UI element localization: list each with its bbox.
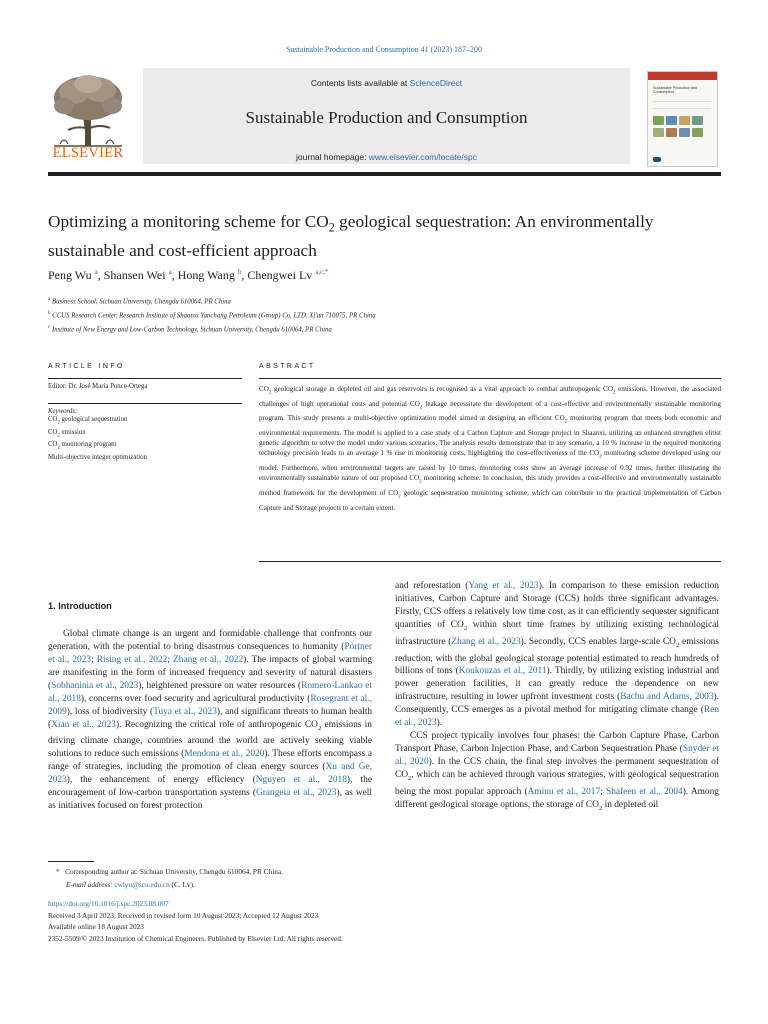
body-paragraph: CCS project typically involves four phases: the Carbon Capture Phase, Carbon Transport Phase, Carbon Injection Phase, and Carbon Sequestration Phase (Snyder et al., 2020). In the CCS chain, the final step involves the permanent sequestration of $CO_2$, which can be achieved through various strategies, with geological sequestration being the most popular approach (Aminu et al., 2017; Shafeen et al., 2004). Among different geological storage options, the storage of $CO_2$ in depleted oil	[395, 731, 719, 812]
cover-photo	[653, 116, 664, 125]
citation-link[interactable]: Koukouzas et al., 2011	[458, 666, 547, 677]
journal-banner	[143, 68, 630, 164]
author-affiliation-mark[interactable]: b	[237, 268, 242, 276]
keyword-item: $CO_2$ monitoring program	[48, 441, 117, 451]
copyright-line: 2352-5509/© 2023 Institution of Chemical Engineers. Published by Elsevier Ltd. All rights reserved.	[48, 933, 343, 943]
author-name[interactable]: Chengwei Lv	[247, 268, 313, 282]
received-dates: Received 3 April 2023; Received in revised form 10 August 2023; Accepted 12 August 2023	[48, 910, 319, 920]
contents-line	[143, 78, 630, 88]
cover-photo	[666, 128, 677, 137]
abstract-heading: ABSTRACT	[259, 363, 721, 379]
citation-link[interactable]: Yang et al., 2023	[468, 581, 539, 591]
body-paragraph: and reforestation (Yang et al., 2023). In comparison to these emission reduction initiatives, Carbon Capture and Storage (CCS) holds three significant advantages. Firstly, CCS offers a relatively low time cost, as it can efficiently sequester significant quantities of $CO_2$ within short time frames by utilizing existing technological infrastructure (Zhang et al., 2023). Secondly, CCS enables large-scale $CO_2$ emissions reduction, with the global geological storage potential estimated to reach hundreds of billions of tons (Koukouzas et al., 2011). Thirdly, by utilizing existing industrial and power generation facilities, it can greatly reduce the dependence on new infrastructure, resulting in lower upfront investment costs (Bachu and Adams, 2003). Consequently, CCS emerges as a pivotal method for mitigating climate change (Ren et al., 2023).	[395, 581, 720, 729]
author-list: Peng Wu $^a$, Shansen Wei $^a$, Hong Wang $^b$, Chengwei Lv $^{a,c,*}$	[48, 268, 329, 282]
citation-link[interactable]: Rosegrant et al., 2009	[48, 693, 372, 717]
affiliation-list	[48, 294, 718, 336]
email-line	[56, 879, 376, 892]
abstract	[259, 363, 721, 562]
citation-link[interactable]: Romero-Lankao et al., 2018	[48, 680, 373, 704]
affiliation-mark: c	[48, 325, 51, 331]
citation-link[interactable]: Shafeen et al., 2004	[605, 786, 683, 797]
keyword-item: $CO_2$ geological sequestration	[48, 416, 128, 426]
affiliation-text: Institute of New Energy and Low-Carbon Technology, Sichuan University, Chengdu 610064, PR China	[51, 326, 332, 334]
cover-photo	[679, 116, 690, 125]
cover-band	[648, 72, 717, 80]
citation-link[interactable]: Sobhaninia et al., 2023	[51, 680, 139, 691]
homepage-prefix: journal homepage:	[296, 152, 369, 162]
citation-link[interactable]: Tuya et al., 2023	[153, 706, 217, 717]
editor-line: Editor: Dr. José María Ponce-Ortega	[48, 379, 242, 404]
affiliation	[48, 294, 718, 308]
email-label: E-mail address:	[66, 879, 115, 889]
journal-cover-thumbnail[interactable]	[647, 71, 718, 167]
affiliation-text: CCUS Research Center, Research Institute of Shaanxi Yanchang Petroleum (Group) Co. LTD, Xi'an 710075, PR China	[52, 312, 376, 320]
corresponding-author-footnote	[56, 866, 376, 891]
abstract-text: $CO_2$ geological storage in depleted oil and gas reservoirs is recognised as a vital approach to combat anthropogenic $CO_2$ emissions. However, the associated challenges of high operational costs and potential $CO_2$ leakage necessitate the development of a cost-effective and environmentally sustainable monitoring program. This study presents a multi-objective optimization model aimed at designing an efficient $CO_2$ monitoring program that meets both economic and environmental requirements. The model is applied to a case study of a Carbon Capture and Storage project in Shaanxi, utilizing an enhanced strengthen elitist genetic algorithm to solve the model under various scenarios. The analysis results demonstrate that in any scenario, a 10 % increase in the required monitoring technology precision leads to an average 1 % rise in monitoring costs, highlighting the cost-effectiveness of the $CO_2$ monitoring scheme developed using our model. Furthermore, when environmental targets are raised by 10 times, monitoring costs show an average increase of 0.92 times, further illustrating the environmentally sustainable nature of our proposed $CO_2$ monitoring scheme. In conclusion, this study provides a cost-effective and environmentally sustainable method framework for the development of $CO_2$ geologic sequestration monitoring scheme, which can contribute to the practical implementation of Carbon Capture and Storage projects to a certain extent.	[259, 379, 721, 562]
article-info	[48, 363, 242, 462]
citation-link[interactable]: Zhang et al., 2022	[173, 654, 244, 665]
journal-title: Sustainable Production and Consumption	[245, 108, 528, 127]
article-info-heading: ARTICLE INFO	[48, 363, 242, 379]
citation-link[interactable]: Aminu et al., 2017	[527, 786, 601, 797]
citation-link[interactable]: Mendona et al., 2020	[184, 749, 265, 760]
author-affiliation-mark[interactable]: a	[94, 268, 98, 276]
cover-photo	[679, 128, 690, 137]
citation-link[interactable]: Rising et al., 2022	[96, 654, 168, 665]
citation-link[interactable]: Xu and Ge, 2023	[48, 762, 372, 786]
cover-title: Sustainable Production and Consumption	[653, 86, 697, 95]
cover-divider	[653, 101, 711, 109]
elsevier-wordmark: ELSEVIER	[52, 145, 124, 161]
corresponding-author-line: * Corresponding author at: Sichuan University, Chengdu 610064, PR China.	[56, 867, 283, 876]
body-column-left	[48, 600, 372, 813]
affiliation	[48, 322, 718, 336]
affiliation-mark: b	[48, 311, 51, 317]
affiliation-mark: a	[48, 297, 51, 302]
publication-info	[48, 898, 721, 944]
cover-photo	[666, 116, 677, 125]
citation-link[interactable]: Zhang et al., 2023	[451, 636, 521, 647]
journal-homepage-link[interactable]: www.elsevier.com/locate/spc	[368, 152, 477, 162]
email-link[interactable]: cwlyu@scu.edu.cn	[114, 879, 170, 889]
keyword-item: Multi-objective integer optimization	[48, 453, 147, 461]
body-column-right	[395, 580, 719, 816]
article-title	[48, 210, 718, 262]
available-online: Available online 18 August 2023	[48, 922, 144, 931]
body-paragraph: Global climate change is an urgent and formidable challenge that confronts our generation, with the potential to bring disastrous consequences to humanity (Pörtner et al., 2023; Rising et al., 2022; Zhang et al., 2022). The impacts of global warming are manifesting in the form of increased frequency and severity of natural disasters (Sobhaninia et al., 2023), heightened pressure on water resources (Romero-Lankao et al., 2018), concerns over food security and agricultural productivity (Rosegrant et al., 2009), loss of biodiversity (Tuya et al., 2023), and significant threats to human health (Xian et al., 2023). Recognizing the critical role of anthropogenic $CO_2$ emissions in driving climate change, countries around the world are actively seeking viable solutions to reduce such emissions (Mendona et al., 2020). These efforts encompass a range of strategies, including the promotion of clean energy sources (Xu and Ge, 2023), the enhancement of energy efficiency (Nguyen et al., 2018), the encouragement of low-carbon transportation systems (Grangeia et al., 2023), as well as initiatives focused on forest protection	[48, 628, 373, 812]
doi-link[interactable]: https://doi.org/10.1016/j.spc.2023.08.007	[48, 899, 169, 908]
citation-link[interactable]: Nguyen et al., 2018	[255, 775, 347, 786]
header-rule	[48, 172, 721, 176]
citation-link[interactable]: Xian et al., 2023	[51, 719, 116, 730]
footnote-rule	[48, 861, 94, 862]
title-text: Optimizing a monitoring scheme for CO	[48, 212, 329, 231]
citation-link[interactable]: Pörtner et al., 2023	[48, 641, 372, 665]
author-affiliation-mark[interactable]: a	[168, 268, 172, 276]
title-text: geological sequestration: An environmentally sustainable and cost-efficient approach	[48, 212, 654, 261]
author-affiliation-mark[interactable]: a,c,*	[315, 268, 329, 276]
journal-masthead	[48, 68, 721, 172]
citation-link[interactable]: Bachu and Adams, 2003	[620, 692, 714, 703]
tree-icon	[48, 72, 128, 148]
journal-citation-link[interactable]: Sustainable Production and Consumption 41 (2023) 187–200	[286, 45, 482, 54]
keyword-item: $CO_2$ emission	[48, 428, 86, 438]
cover-photo	[653, 128, 664, 137]
contents-prefix: Contents lists available at	[310, 78, 410, 88]
cover-photo	[692, 128, 703, 137]
author-name[interactable]: Peng Wu	[48, 268, 92, 282]
citation-link[interactable]: Ren et al., 2023	[395, 705, 719, 729]
author-name[interactable]: Shansen Wei	[103, 268, 166, 282]
cover-photo	[692, 116, 703, 125]
keywords-label: Keywords:	[48, 408, 78, 415]
homepage-line	[143, 152, 630, 162]
author-name[interactable]: Hong Wang	[177, 268, 235, 282]
email-suffix: (C. Lv).	[169, 879, 195, 889]
affiliation-text: Business School, Sichuan University, Chengdu 610064, PR China	[51, 298, 231, 306]
sciencedirect-link[interactable]: ScienceDirect	[409, 78, 463, 88]
section-heading-introduction: 1. Introduction	[48, 601, 112, 611]
cover-logo-icon	[653, 157, 661, 162]
affiliation	[48, 308, 718, 322]
title-subscript: 2	[328, 220, 335, 235]
corresponding-author-text: Corresponding author at: Sichuan University, Chengdu 610064, PR China.	[65, 867, 283, 876]
citation-link[interactable]: Grangeia et al., 2023	[255, 788, 337, 799]
elsevier-logo[interactable]	[48, 72, 128, 168]
citation-link[interactable]: Snyder et al., 2020	[395, 744, 719, 768]
